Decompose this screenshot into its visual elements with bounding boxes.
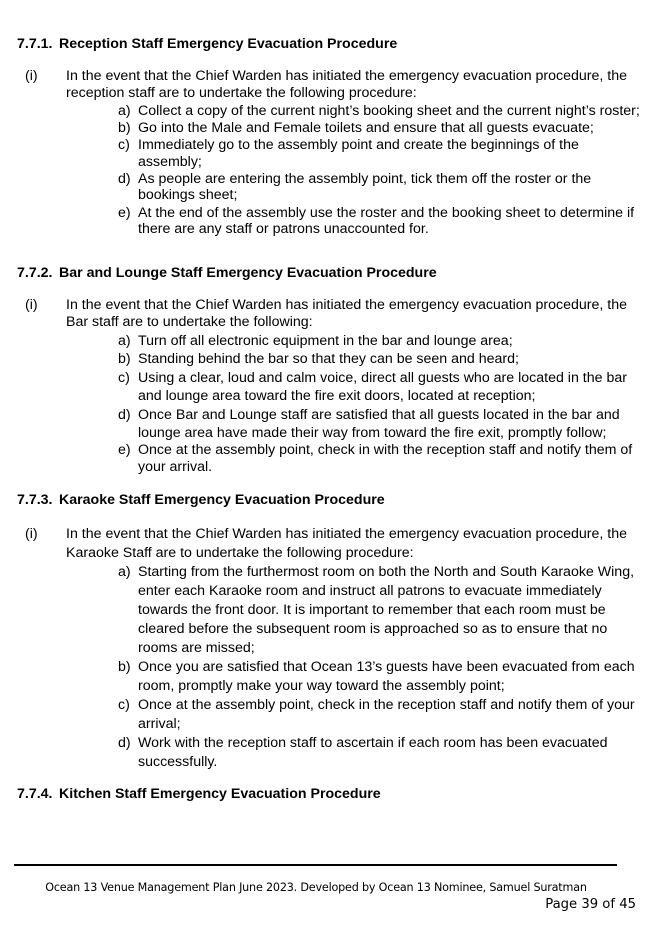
section-title: Karaoke Staff Emergency Evacuation Procedure — [59, 492, 385, 508]
item-text: Standing behind the bar so that they can be seen and heard; — [138, 351, 519, 368]
item-label: e) — [118, 442, 131, 459]
item-label: d) — [118, 170, 131, 187]
item-text: Go into the Male and Female toilets and ensure that all guests evacuate; — [138, 120, 594, 137]
list-item — [118, 696, 642, 734]
section-number: 7.7.3. — [17, 492, 53, 508]
list-item — [118, 103, 642, 120]
section-heading-7-7-1 — [17, 36, 397, 52]
intro-text: In the event that the Chief Warden has initiated the emergency evacuation procedure, the reception staff are to undertake the following procedure: — [66, 68, 628, 101]
roman-numeral: (i) — [25, 526, 38, 542]
procedure-list — [118, 103, 642, 238]
item-text: Using a clear, loud and calm voice, direct all guests who are located in the bar and lounge area toward the fire exit doors, located at reception; — [138, 369, 627, 405]
list-item — [118, 406, 642, 443]
list-item — [118, 563, 642, 658]
item-label: a) — [118, 103, 131, 119]
procedure-list — [118, 332, 642, 476]
section-title: Kitchen Staff Emergency Evacuation Procedure — [59, 786, 381, 802]
section-number: 7.7.1. — [17, 36, 53, 52]
item-text: Once Bar and Lounge staff are satisfied that all guests located in the bar and lounge area have made their way from toward the fire exit, promptly follow; — [138, 406, 620, 442]
intro-text: In the event that the Chief Warden has initiated the emergency evacuation procedure, the Karaoke Staff are to undertake the following procedure: — [66, 526, 628, 561]
footer-text — [0, 881, 652, 894]
item-text: Work with the reception staff to ascertain if each room has been evacuated successfully. — [138, 735, 608, 770]
section-body-7-7-1 — [17, 68, 642, 238]
item-text: Immediately go to the assembly point and create the beginnings of the assembly; — [138, 137, 579, 170]
item-text: At the end of the assembly use the roster and the booking sheet to determine if there are any staff or patrons unaccounted for. — [138, 204, 635, 238]
procedure-list — [118, 563, 642, 772]
item-text: Collect a copy of the current night’s booking sheet and the current night’s roster; — [138, 103, 640, 119]
intro-text: In the event that the Chief Warden has initiated the emergency evacuation procedure, the Bar staff are to undertake the following: — [66, 297, 628, 330]
list-item — [118, 137, 642, 170]
item-text: As people are entering the assembly point, tick them off the roster or the bookings sheet; — [138, 170, 592, 204]
section-number: 7.7.2. — [17, 265, 53, 281]
item-label: b) — [118, 351, 131, 368]
item-text: Turn off all electronic equipment in the bar and lounge area; — [138, 333, 513, 349]
list-item — [118, 658, 642, 696]
roman-numeral: (i) — [25, 297, 38, 313]
item-label: c) — [118, 697, 130, 713]
list-item — [118, 442, 642, 476]
list-item — [118, 369, 642, 406]
list-item — [118, 120, 642, 137]
page-number: Page 39 of 45 — [545, 897, 636, 912]
list-item — [118, 171, 642, 204]
item-text: Starting from the furthermost room on both the North and South Karaoke Wing, enter each Karaoke room and instruct all patrons to evacuate immediately towards the front door. It is important to remember that each room must be cleared before the subsequent room is approached so as to ensure that no rooms are missed; — [138, 564, 635, 656]
item-label: d) — [118, 406, 131, 423]
item-label: b) — [118, 659, 131, 675]
section-heading-7-7-4 — [17, 786, 381, 802]
item-label: c) — [118, 369, 130, 386]
list-item — [118, 205, 642, 238]
section-title: Reception Staff Emergency Evacuation Procedure — [59, 36, 398, 52]
item-label: c) — [118, 137, 130, 154]
item-text: Once you are satisfied that Ocean 13’s guests have been evacuated from each room, promptly make your way toward the assembly point; — [138, 659, 635, 694]
list-item — [118, 332, 642, 350]
footer-divider — [14, 864, 617, 866]
section-heading-7-7-3 — [17, 492, 385, 508]
item-text: Once at the assembly point, check in with the reception staff and notify them of your arrival. — [138, 442, 633, 476]
item-label: d) — [118, 735, 131, 751]
section-body-7-7-2 — [17, 297, 642, 476]
item-label: b) — [118, 120, 131, 137]
list-item — [118, 734, 642, 772]
section-number: 7.7.4. — [17, 786, 53, 802]
roman-numeral: (i) — [25, 68, 38, 84]
item-label: a) — [118, 564, 131, 580]
item-label: e) — [118, 204, 131, 221]
section-heading-7-7-2 — [17, 265, 437, 281]
item-text: Once at the assembly point, check in the reception staff and notify them of your arrival; — [138, 697, 635, 732]
item-label: a) — [118, 333, 131, 349]
section-body-7-7-3 — [17, 525, 642, 772]
footer-caption: Ocean 13 Venue Management Plan June 2023. Developed by Ocean 13 Nominee, Samuel Suratman — [45, 881, 587, 894]
list-item — [118, 350, 642, 368]
section-title: Bar and Lounge Staff Emergency Evacuation Procedure — [59, 265, 437, 281]
